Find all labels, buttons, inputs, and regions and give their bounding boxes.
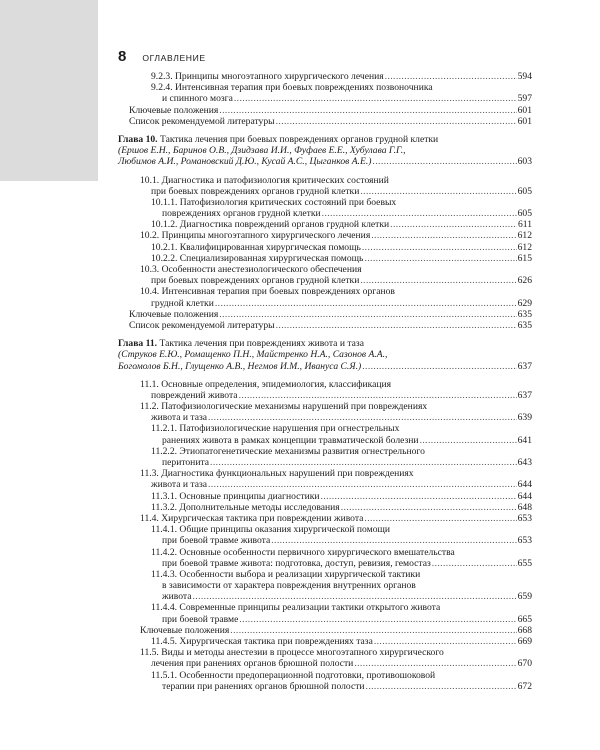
- toc-page-number: 612: [517, 241, 532, 253]
- dot-leader: [362, 361, 516, 372]
- dot-leader: [432, 558, 517, 569]
- toc-entry-title: [140, 468, 414, 479]
- dot-leader: [372, 156, 516, 167]
- toc-entry[interactable]: [118, 338, 532, 349]
- toc-entry-title: [151, 569, 420, 580]
- toc-page-number: 629: [517, 297, 532, 309]
- toc-entry-title: [140, 175, 389, 186]
- dot-leader: [210, 457, 517, 468]
- toc-entry-text: Список рекомендуемой литературы: [129, 115, 275, 127]
- toc-entry-text: 11.5.1. Особенности предоперационной подготовки, противошоковой: [151, 669, 436, 681]
- toc-page-number: 653: [517, 535, 532, 547]
- toc-entry-text: 11.2.2. Этиопатогенетические механизмы развития огнестрельного: [151, 445, 425, 457]
- toc-entry-text: 11.2.1. Патофизиологические нарушения при огнестрельных: [151, 423, 400, 435]
- toc-page-number: 639: [517, 412, 532, 424]
- chapter-authors: Любимов А.И., Романовский Д.Ю., Кусай А.С., Цыганков А.Е.): [118, 156, 372, 168]
- toc-entry[interactable]: [118, 309, 532, 320]
- toc-entry[interactable]: [118, 361, 532, 372]
- dot-leader: [219, 309, 516, 320]
- toc-entry[interactable]: [118, 435, 532, 446]
- toc-entry[interactable]: [118, 320, 532, 331]
- toc-entry-text: 10.3. Особенности анестезиологического обеспечения: [140, 264, 362, 275]
- toc-entry[interactable]: [118, 658, 532, 669]
- toc-entry[interactable]: [118, 230, 532, 241]
- toc-entry-title: [151, 547, 455, 558]
- toc-entry-text: при боевой травме живота: [162, 535, 271, 547]
- toc-entry-title: [151, 602, 440, 613]
- section-gap: [118, 127, 532, 134]
- toc-entry-title: [162, 535, 270, 546]
- toc-page-number: 641: [517, 434, 532, 446]
- toc-entry-title: [118, 338, 364, 349]
- toc-entry[interactable]: [118, 175, 532, 186]
- toc-entry-title: [151, 423, 399, 434]
- toc-entry-text: при боевой травме живота: подготовка, доступ, ревизия, гемостаз: [162, 557, 431, 569]
- toc-entry-title: [151, 479, 207, 490]
- toc-entry-title: [118, 145, 406, 156]
- toc-entry-text: при боевых повреждениях органов грудной клетки: [151, 275, 360, 287]
- header-title: ОГЛАВЛЕНИЕ: [142, 53, 206, 63]
- toc-entry[interactable]: [118, 197, 532, 208]
- toc-entry-text: 10.1.2. Диагностика повреждений органов грудной клетки: [151, 219, 390, 231]
- dot-leader: [276, 116, 517, 127]
- toc-entry-text: 9.2.4. Интенсивная терапия при боевых повреждениях позвоночника: [151, 82, 433, 94]
- side-margin-bar: [0, 0, 98, 181]
- toc-entry-text: лечения при ранениях органов брюшной полости: [151, 658, 354, 670]
- toc-entry-text: 11.3.2. Дополнительные методы исследования: [151, 501, 340, 513]
- toc-entry-title: [140, 401, 427, 412]
- toc-page-number: 615: [517, 252, 532, 264]
- dot-leader: [374, 636, 517, 647]
- toc-page-number: 659: [517, 591, 532, 603]
- toc-page-number: 637: [517, 389, 532, 401]
- toc-entry-title: [118, 349, 387, 360]
- toc-entry-text: Тактика лечения при повреждениях живота и таза: [157, 338, 364, 350]
- dot-leader: [354, 658, 516, 669]
- toc-entry-text: Список рекомендуемой литературы: [129, 319, 275, 331]
- toc-entry-text: 10.2. Принципы многоэтапного хирургического лечения: [140, 230, 371, 242]
- toc-entry-title: [151, 491, 320, 502]
- dot-leader: [230, 625, 516, 636]
- chapter-authors: Богомолов Б.Н., Глущенко А.В., Негмов И.М., Ивануса С.Я.): [118, 360, 362, 372]
- dot-leader: [239, 614, 516, 625]
- page-number: 8: [118, 48, 127, 65]
- toc-entry-title: [162, 457, 209, 468]
- table-of-contents: [118, 71, 532, 692]
- toc-page-number: 648: [517, 501, 532, 513]
- toc-entry[interactable]: [118, 219, 532, 230]
- dot-leader: [192, 591, 516, 602]
- toc-entry-text: при боевых повреждениях органов грудной клетки: [151, 185, 360, 197]
- dot-leader: [219, 105, 516, 116]
- toc-page-number: 672: [517, 680, 532, 692]
- toc-page-number: 635: [517, 308, 532, 320]
- toc-page-number: 644: [517, 479, 532, 491]
- toc-entry[interactable]: [118, 491, 532, 502]
- toc-entry[interactable]: [118, 479, 532, 490]
- toc-page-number: 605: [517, 208, 532, 220]
- toc-page-number: 668: [517, 624, 532, 636]
- toc-entry-title: [151, 253, 363, 264]
- toc-entry-text: 11.4.5. Хирургическая тактика при повреждениях таза: [151, 636, 373, 647]
- toc-entry-title: [151, 219, 389, 230]
- dot-leader: [360, 275, 516, 286]
- toc-page-number: 597: [517, 93, 532, 105]
- chapter-authors: (Ершов Е.Н., Баринов О.В., Дзидзава И.И., Фуфаев Е.Е., Хубулава Г.Г.,: [118, 145, 406, 157]
- toc-entry-text: Тактика лечения при боевых повреждениях органов грудной клетки: [157, 133, 439, 145]
- toc-page-number: 626: [517, 275, 532, 287]
- toc-entry[interactable]: [118, 670, 532, 681]
- toc-page-number: 644: [517, 490, 532, 502]
- toc-entry-text: Ключевые положения: [140, 624, 230, 636]
- dot-leader: [360, 186, 516, 197]
- toc-page-number: 601: [517, 104, 532, 116]
- toc-entry-title: [129, 309, 218, 320]
- toc-entry-title: [151, 242, 361, 253]
- toc-entry[interactable]: [118, 275, 532, 286]
- toc-entry-title: [140, 264, 362, 275]
- toc-entry[interactable]: [118, 569, 532, 580]
- toc-page-number: 643: [517, 457, 532, 468]
- toc-entry-text: 11.3.1. Основные принципы диагностики: [151, 490, 320, 502]
- dot-leader: [271, 535, 516, 546]
- toc-entry-text: перитонита: [162, 457, 210, 468]
- toc-entry-title: [118, 361, 361, 372]
- toc-entry-title: [118, 134, 438, 145]
- toc-entry-text: 10.4. Интенсивная терапия при боевых повреждениях органов: [140, 286, 395, 298]
- toc-entry-text: живота и таза: [151, 479, 208, 491]
- toc-entry[interactable]: [118, 379, 532, 390]
- section-gap: [118, 331, 532, 338]
- toc-entry[interactable]: [118, 186, 532, 197]
- toc-entry-text: при боевой травме: [162, 613, 239, 625]
- toc-entry[interactable]: [118, 614, 532, 625]
- toc-entry-title: [129, 320, 275, 331]
- toc-entry[interactable]: [118, 524, 532, 535]
- toc-page-number: 601: [517, 115, 532, 127]
- toc-entry-text: в зависимости от характера повреждения внутренних органов: [162, 580, 416, 592]
- dot-leader: [341, 502, 517, 513]
- toc-entry-text: 10.2.1. Квалифицированная хирургическая помощь: [151, 241, 361, 253]
- toc-entry[interactable]: [118, 647, 532, 658]
- toc-entry-text: 11.4.3. Особенности выбора и реализации хирургической тактики: [151, 568, 421, 580]
- toc-entry-title: [140, 286, 395, 297]
- chapter-number: Глава 11.: [118, 338, 158, 350]
- toc-entry-text: грудной клетки: [151, 297, 214, 309]
- toc-entry-title: [151, 412, 207, 423]
- dot-leader: [239, 390, 517, 401]
- toc-entry[interactable]: [118, 93, 532, 104]
- chapter-authors: (Струков Е.Ю., Ромащенко П.Н., Майстренко Н.А., Сазонов А.А.,: [118, 349, 388, 361]
- dot-leader: [366, 681, 517, 692]
- toc-entry[interactable]: [118, 105, 532, 116]
- toc-entry-text: живота и таза: [151, 412, 208, 424]
- toc-entry[interactable]: [118, 412, 532, 423]
- toc-entry-text: 11.4.4. Современные принципы реализации тактики открытого живота: [151, 602, 441, 614]
- toc-entry[interactable]: [118, 547, 532, 558]
- toc-entry-text: Ключевые положения: [129, 308, 219, 320]
- toc-entry[interactable]: [118, 636, 532, 647]
- toc-entry-title: [162, 558, 431, 569]
- toc-entry-title: [140, 379, 391, 390]
- toc-entry-text: повреждений живота: [151, 389, 238, 401]
- toc-entry[interactable]: [118, 134, 532, 145]
- toc-entry[interactable]: [118, 558, 532, 569]
- toc-entry[interactable]: [118, 145, 532, 156]
- toc-entry[interactable]: [118, 681, 532, 692]
- toc-entry[interactable]: [118, 457, 532, 468]
- toc-entry-title: [151, 670, 435, 681]
- toc-page-number: 665: [517, 613, 532, 625]
- toc-entry[interactable]: [118, 591, 532, 602]
- toc-entry[interactable]: [118, 156, 532, 167]
- toc-entry-title: [151, 446, 425, 457]
- toc-entry-text: 11.4.2. Основные особенности первичного хирургического вмешательства: [151, 546, 455, 558]
- toc-entry-title: [140, 647, 444, 658]
- toc-entry-text: 11.2. Патофизиологические механизмы нарушений при повреждениях: [140, 401, 428, 413]
- toc-entry[interactable]: [118, 116, 532, 127]
- toc-entry-title: [162, 208, 321, 219]
- dot-leader: [420, 435, 517, 446]
- toc-entry-text: ранениях живота в рамках концепции травматической болезни: [162, 434, 419, 446]
- toc-entry[interactable]: [118, 401, 532, 412]
- toc-entry[interactable]: [118, 535, 532, 546]
- toc-entry-text: терапии при ранениях органов брюшной полости: [162, 680, 365, 692]
- section-gap: [118, 372, 532, 379]
- dot-leader: [215, 298, 517, 309]
- toc-entry-text: 11.4.1. Общие принципы оказания хирургической помощи: [151, 524, 391, 536]
- toc-page-number: 670: [517, 658, 532, 670]
- toc-entry-title: [162, 93, 233, 104]
- toc-entry[interactable]: [118, 580, 532, 591]
- toc-page-number: 655: [517, 557, 532, 569]
- dot-leader: [385, 71, 517, 82]
- toc-entry-title: [162, 681, 365, 692]
- toc-entry-text: 10.1.1. Патофизиология критических состояний при боевых: [151, 196, 397, 208]
- toc-entry-text: 11.3. Диагностика функциональных нарушений при повреждениях: [140, 468, 414, 480]
- toc-entry-text: повреждениях органов грудной клетки: [162, 208, 321, 220]
- dot-leader: [208, 479, 517, 490]
- toc-page-number: 635: [517, 319, 532, 331]
- toc-entry-title: [151, 636, 373, 647]
- toc-entry[interactable]: [118, 513, 532, 524]
- chapter-number: Глава 10.: [118, 133, 158, 145]
- dot-leader: [321, 491, 517, 502]
- toc-entry-title: [151, 390, 238, 401]
- toc-entry-title: [129, 116, 275, 127]
- toc-entry-title: [151, 298, 214, 309]
- toc-entry[interactable]: [118, 208, 532, 219]
- toc-entry-text: живота: [162, 591, 192, 603]
- toc-page-number: 669: [517, 636, 532, 647]
- toc-entry[interactable]: [118, 253, 532, 264]
- toc-page-number: 605: [517, 185, 532, 197]
- dot-leader: [362, 242, 517, 253]
- toc-page-number: 653: [517, 512, 532, 524]
- toc-entry-text: 9.2.3. Принципы многоэтапного хирургического лечения: [151, 71, 384, 82]
- dot-leader: [208, 412, 517, 423]
- page-header: [118, 48, 206, 64]
- toc-entry[interactable]: [118, 423, 532, 434]
- toc-entry[interactable]: [118, 82, 532, 93]
- toc-entry[interactable]: [118, 625, 532, 636]
- dot-leader: [390, 219, 517, 230]
- toc-entry-title: [151, 186, 359, 197]
- section-gap: [118, 168, 532, 175]
- toc-entry-title: [162, 435, 419, 446]
- dot-leader: [364, 253, 516, 264]
- toc-entry-text: и спинного мозга: [162, 93, 233, 105]
- dot-leader: [276, 320, 517, 331]
- toc-entry-title: [140, 625, 229, 636]
- toc-entry-title: [162, 580, 416, 591]
- toc-entry-text: 11.5. Виды и методы анестезии в процессе многоэтапного хирургического: [140, 647, 444, 659]
- toc-page-number: 603: [517, 156, 532, 168]
- toc-entry[interactable]: [118, 242, 532, 253]
- toc-entry[interactable]: [118, 502, 532, 513]
- dot-leader: [234, 93, 517, 104]
- toc-entry[interactable]: [118, 390, 532, 401]
- toc-entry[interactable]: [118, 602, 532, 613]
- toc-entry[interactable]: [118, 264, 532, 275]
- toc-entry-title: [162, 614, 238, 625]
- toc-entry-title: [140, 513, 363, 524]
- toc-page-number: 611: [517, 219, 532, 231]
- toc-entry-title: [129, 105, 218, 116]
- dot-leader: [322, 208, 517, 219]
- toc-entry-title: [118, 156, 371, 167]
- toc-entry[interactable]: [118, 349, 532, 360]
- toc-entry-text: 11.1. Основные определения, эпидемиология, классификация: [140, 378, 392, 390]
- toc-entry-text: 10.2.2. Специализированная хирургическая помощь: [151, 252, 364, 264]
- toc-entry[interactable]: [118, 446, 532, 457]
- toc-entry-title: [162, 591, 191, 602]
- toc-entry-text: Ключевые положения: [129, 104, 219, 116]
- toc-entry[interactable]: [118, 71, 532, 82]
- toc-entry[interactable]: [118, 468, 532, 479]
- toc-entry[interactable]: [118, 286, 532, 297]
- toc-entry-text: 10.1. Диагностика и патофизиология критических состояний: [140, 174, 389, 186]
- toc-entry-title: [151, 658, 353, 669]
- toc-entry-title: [151, 71, 384, 82]
- toc-entry-title: [140, 230, 370, 241]
- toc-entry-title: [151, 275, 359, 286]
- toc-entry[interactable]: [118, 298, 532, 309]
- toc-page-number: 637: [517, 360, 532, 372]
- dot-leader: [371, 230, 516, 241]
- toc-entry-title: [151, 82, 433, 93]
- toc-entry-title: [151, 197, 396, 208]
- toc-page-number: 594: [517, 71, 532, 82]
- toc-page-number: 612: [517, 230, 532, 242]
- toc-entry-text: 11.4. Хирургическая тактика при повреждении живота: [140, 512, 364, 524]
- toc-entry-title: [151, 502, 340, 513]
- dot-leader: [364, 513, 516, 524]
- toc-entry-title: [151, 524, 390, 535]
